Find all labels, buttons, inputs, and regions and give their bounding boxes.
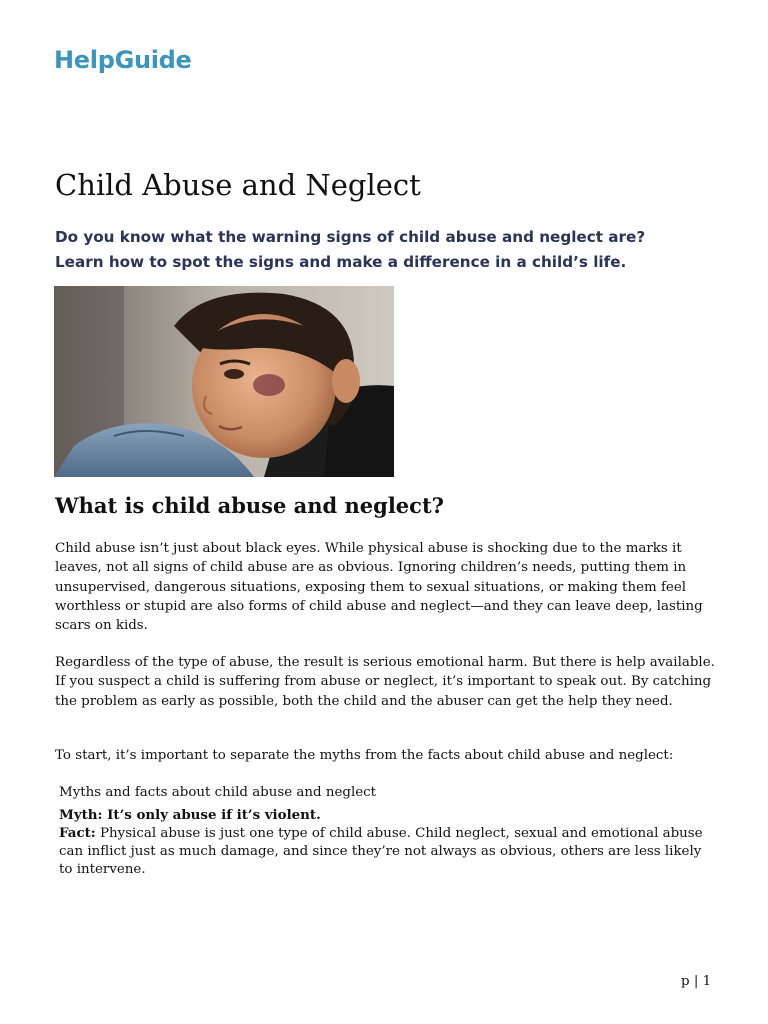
myth-statement: Myth: It’s only abuse if it’s violent. bbox=[59, 807, 321, 823]
helpguide-logo[interactable]: HelpGuide bbox=[54, 46, 192, 74]
intro-text bbox=[55, 225, 715, 274]
child-photo bbox=[54, 286, 394, 477]
section-heading: What is child abuse and neglect? bbox=[55, 493, 444, 518]
paragraph-2: Regardless of the type of abuse, the result is serious emotional harm. But there is help available. If you suspect a child is suffering from abuse or neglect, it’s important to speak out. By catching the problem as early as possible, both the child and the abuser can get the help they need. bbox=[55, 655, 715, 709]
child-photo-illustration bbox=[54, 286, 394, 477]
myths-facts-caption: Myths and facts about child abuse and neglect bbox=[59, 785, 377, 800]
intro-line-1: Do you know what the warning signs of child abuse and neglect are? bbox=[55, 228, 646, 246]
page-title: Child Abuse and Neglect bbox=[55, 168, 421, 202]
paragraph-3: To start, it’s important to separate the myths from the facts about child abuse and neglect: bbox=[55, 748, 674, 763]
intro-line-2: Learn how to spot the signs and make a difference in a child’s life. bbox=[55, 252, 627, 271]
fact-statement bbox=[59, 824, 719, 879]
myths-facts-box bbox=[59, 784, 719, 879]
paragraph-1: Child abuse isn’t just about black eyes. While physical abuse is shocking due to the marks it leaves, not all signs of child abuse are as obvious. Ignoring children’s needs, putting them in unsupervised, dangerous situations, exposing them to sexual situations, or making them feel worthless or stupid are also forms of child abuse and neglect—and they can leave deep, lasting scars on kids. bbox=[55, 541, 703, 634]
page-number: p | 1 bbox=[681, 974, 712, 989]
fact-text: Physical abuse is just one type of child abuse. Child neglect, sexual and emotional abuse can inflict just as much damage, and since they’re not always as obvious, others are less likely to intervene. bbox=[59, 826, 703, 877]
fact-label: Fact: bbox=[59, 825, 96, 841]
